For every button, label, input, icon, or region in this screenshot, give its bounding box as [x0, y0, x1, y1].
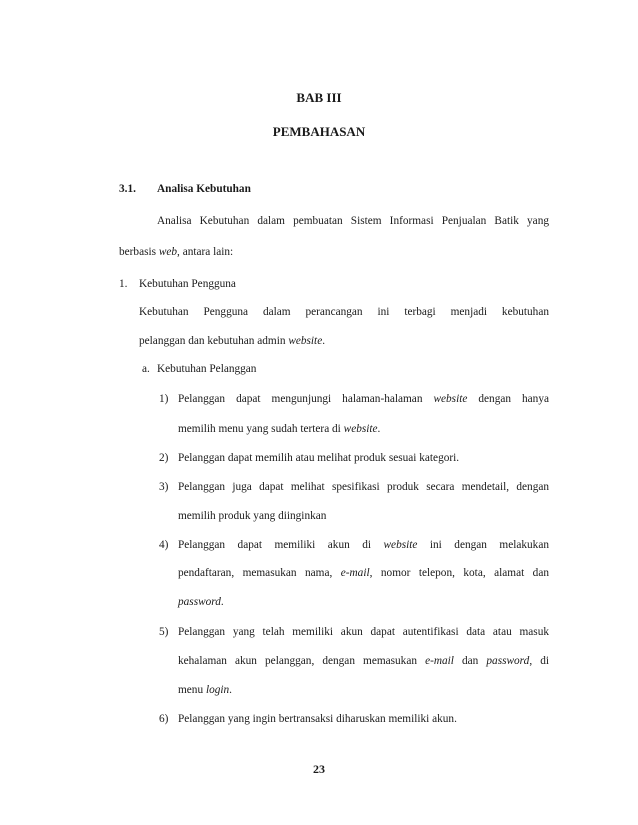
point-number: 4) [159, 539, 169, 551]
point-1-line-1: Pelanggan dapat mengunjungi halaman-halaman website dengan hanya [178, 393, 549, 405]
chapter-title: BAB III [296, 90, 342, 105]
point-number: 5) [159, 626, 169, 638]
section-title: Analisa Kebutuhan [157, 183, 251, 195]
point-number: 2) [159, 452, 169, 464]
point-4-line-1: Pelanggan dapat memiliki akun di website ini dengan melakukan [178, 539, 549, 551]
point-4-line-3: password. [178, 596, 224, 608]
section-number: 3.1. [119, 183, 136, 195]
point-5-line-3: menu login. [178, 684, 232, 696]
point-number: 3) [159, 481, 169, 493]
point-3-line-2: memilih produk yang diinginkan [178, 510, 327, 522]
item-1-number: 1. [119, 278, 128, 290]
item-1-title: Kebutuhan Pengguna [139, 278, 236, 290]
item-1-line-1: Kebutuhan Pengguna dalam perancangan ini terbagi menjadi kebutuhan [139, 306, 549, 318]
sub-a-label: a. [142, 363, 150, 375]
chapter-subtitle: PEMBAHASAN [272, 124, 366, 139]
point-2-line-1: Pelanggan dapat memilih atau melihat produk sesuai kategori. [178, 452, 460, 464]
point-6-line-1: Pelanggan yang ingin bertransaksi diharuskan memiliki akun. [178, 713, 457, 725]
item-1-line-2: pelanggan dan kebutuhan admin website. [139, 335, 326, 347]
sub-a-title: Kebutuhan Pelanggan [157, 363, 257, 375]
page-number: 23 [313, 762, 325, 776]
point-1-line-2: memilih menu yang sudah tertera di website. [178, 423, 381, 435]
point-number: 1) [159, 393, 169, 405]
point-number: 6) [159, 713, 169, 725]
point-5-line-2: kehalaman akun pelanggan, dengan memasukan e-mail dan password, di [178, 655, 549, 667]
point-4-line-2: pendaftaran, memasukan nama, e-mail, nomor telepon, kota, alamat dan [178, 567, 549, 579]
intro-line-1: Analisa Kebutuhan dalam pembuatan Sistem Informasi Penjualan Batik yang [157, 215, 549, 227]
point-3-line-1: Pelanggan juga dapat melihat spesifikasi produk secara mendetail, dengan [178, 481, 549, 493]
intro-line-2: berbasis web, antara lain: [119, 246, 234, 258]
point-5-line-1: Pelanggan yang telah memiliki akun dapat autentifikasi data atau masuk [178, 626, 549, 638]
